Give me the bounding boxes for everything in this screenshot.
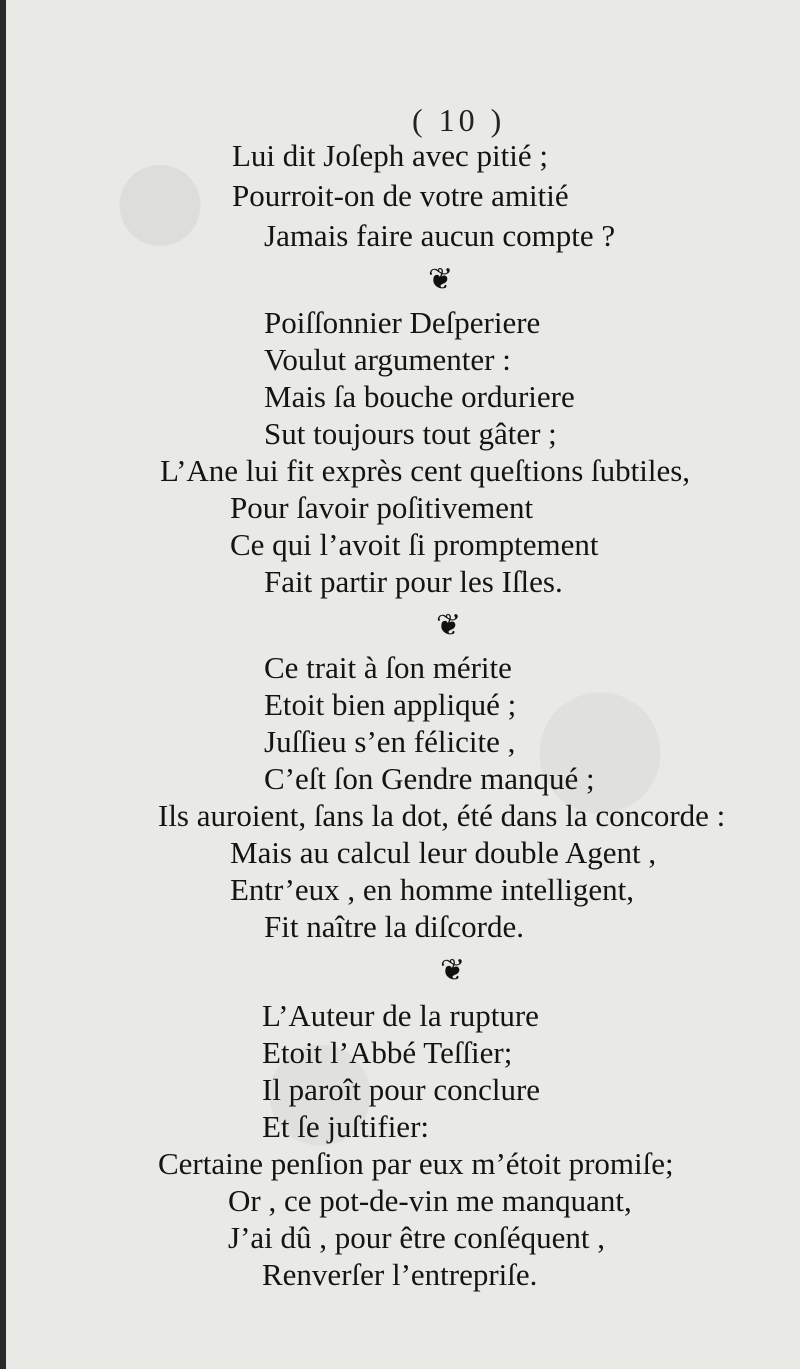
verse-line: L’Auteur de la rupture bbox=[262, 998, 539, 1033]
fleuron-ornament: ❦ bbox=[440, 954, 466, 987]
verse-line: Ce trait à ſon mérite bbox=[264, 650, 512, 685]
verse-line: J’ai dû , pour être conſéquent , bbox=[228, 1220, 606, 1255]
page-edge-shadow bbox=[0, 0, 6, 1369]
verse-line: Lui dit Joſeph avec pitié ; bbox=[232, 138, 548, 173]
verse-line: Juſſieu s’en félicite , bbox=[264, 724, 516, 759]
verse-line: L’Ane lui fit exprès cent queſtions ſubtiles, bbox=[160, 453, 691, 488]
verse-line: Renverſer l’entrepriſe. bbox=[262, 1257, 538, 1292]
verse-line: Jamais faire aucun compte ? bbox=[264, 218, 616, 253]
verse-line: Pourroit-on de votre amitié bbox=[232, 178, 569, 213]
verse-line: Sut toujours tout gâter ; bbox=[264, 416, 557, 451]
verse-line: Poiſſonnier Deſperiere bbox=[264, 305, 541, 340]
verse-line: Pour ſavoir poſitivement bbox=[230, 490, 534, 525]
verse-line: Mais ſa bouche orduriere bbox=[264, 379, 575, 414]
verse-line: Entr’eux , en homme intelligent, bbox=[230, 872, 635, 907]
verse-line: Etoit l’Abbé Teſſier; bbox=[262, 1035, 513, 1070]
verse-line: Il paroît pour conclure bbox=[262, 1072, 541, 1107]
verse-line: Or , ce pot-de-vin me manquant, bbox=[228, 1183, 632, 1218]
verse-line: Ce qui l’avoit ſi promptement bbox=[230, 527, 599, 562]
verse-line: C’eſt ſon Gendre manqué ; bbox=[264, 761, 595, 796]
verse-line: Voulut argumenter : bbox=[264, 342, 511, 377]
verse-line: Et ſe juſtifier: bbox=[262, 1109, 430, 1144]
page-number: ( 10 ) bbox=[412, 102, 506, 138]
verse-line: Mais au calcul leur double Agent , bbox=[230, 835, 657, 870]
verse-line: Fait partir pour les Iſles. bbox=[264, 564, 563, 599]
fleuron-ornament: ❦ bbox=[428, 263, 454, 296]
fleuron-ornament: ❦ bbox=[436, 609, 462, 642]
verse-line: Fit naître la diſcorde. bbox=[264, 909, 524, 944]
verse-line: Certaine penſion par eux m’étoit promiſe; bbox=[158, 1146, 674, 1181]
verse-line: Etoit bien appliqué ; bbox=[264, 687, 517, 722]
verse-line: Ils auroient, ſans la dot, été dans la concorde : bbox=[158, 798, 726, 833]
